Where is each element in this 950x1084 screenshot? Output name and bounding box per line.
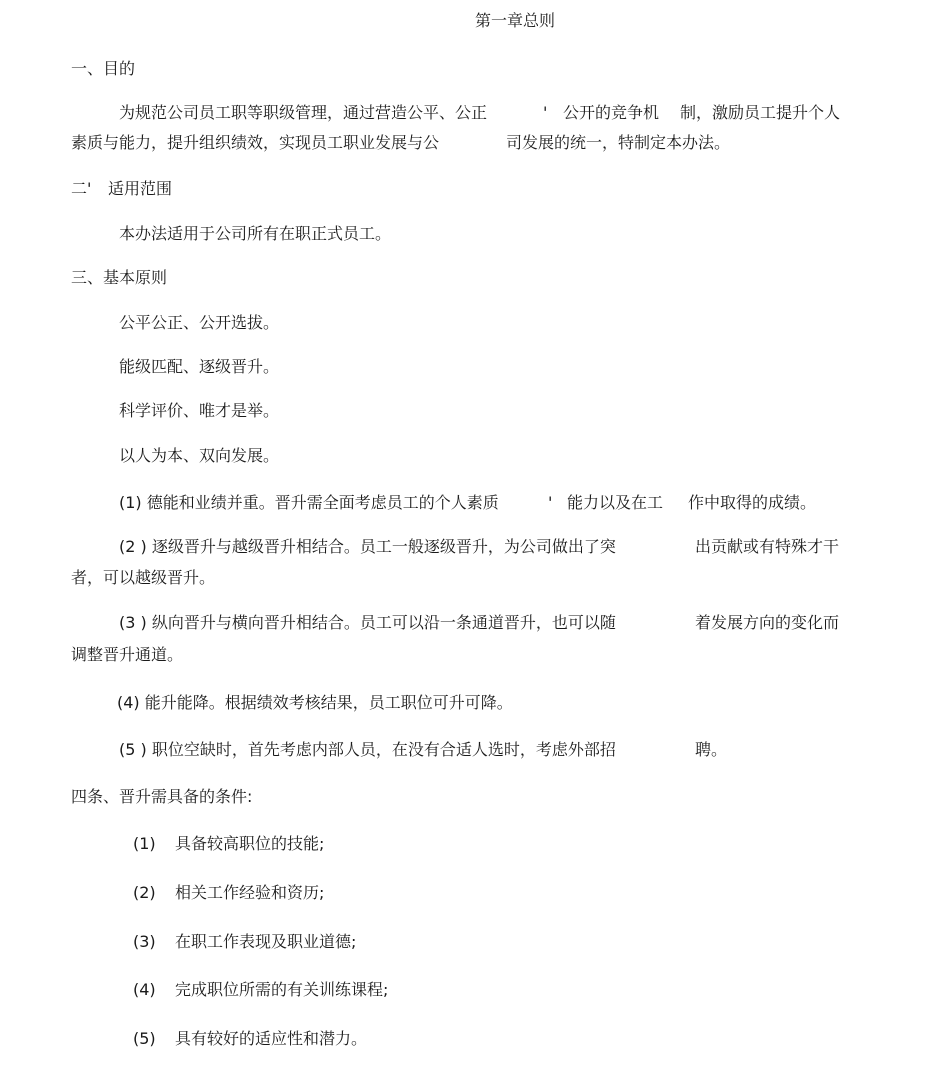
- rule-3-part-c: 调整晋升通道。: [71, 645, 184, 664]
- condition-number: (4): [133, 980, 156, 999]
- rule-5-part-b: 聘。: [695, 740, 728, 759]
- rule-1-part-c: 能力以及在工: [567, 493, 664, 512]
- rule-2-part-a: (2 ) 逐级晋升与越级晋升相结合。员工一般逐级晋升，为公司做出了突: [119, 537, 616, 556]
- condition-number: (3): [133, 932, 156, 951]
- purpose-paragraph-line1c: 公开的竞争机: [563, 103, 660, 122]
- purpose-paragraph-line1d: 制，激励员工提升个人: [680, 103, 841, 122]
- purpose-paragraph-line1a: 为规范公司员工职等职级管理，通过营造公平、公正: [119, 103, 488, 122]
- section-heading-principles: 三、基本原则: [71, 268, 168, 287]
- section-heading-scope-num: 二': [71, 179, 92, 198]
- scope-paragraph: 本办法适用于公司所有在职正式员工。: [119, 224, 392, 243]
- purpose-paragraph-line2a: 素质与能力，提升组织绩效，实现员工职业发展与公: [71, 133, 440, 152]
- section-heading-scope: 适用范围: [108, 179, 173, 198]
- rule-4: (4) 能升能降。根据绩效考核结果，员工职位可升可降。: [117, 693, 513, 712]
- document-title: 第一章总则: [474, 11, 555, 30]
- principle-item: 以人为本、双向发展。: [119, 446, 280, 465]
- condition-text: 具有较好的适应性和潜力。: [175, 1029, 368, 1048]
- principle-item: 科学评价、唯才是举。: [119, 401, 280, 420]
- section-heading-purpose: 一、目的: [71, 59, 136, 78]
- principle-item: 公平公正、公开选拔。: [119, 313, 280, 332]
- condition-text: 在职工作表现及职业道德;: [175, 932, 357, 951]
- condition-number: (1): [133, 834, 156, 853]
- condition-text: 相关工作经验和资历;: [175, 883, 325, 902]
- rule-3-part-b: 着发展方向的变化而: [695, 613, 840, 632]
- rule-1-part-a: (1) 德能和业绩并重。晋升需全面考虑员工的个人素质: [119, 493, 499, 512]
- condition-number: (5): [133, 1029, 156, 1048]
- rule-1-part-d: 作中取得的成绩。: [688, 493, 817, 512]
- condition-text: 具备较高职位的技能;: [175, 834, 325, 853]
- condition-number: (2): [133, 883, 156, 902]
- purpose-paragraph-line2b: 司发展的统一，特制定本办法。: [506, 133, 731, 152]
- rule-2-part-b: 出贡献或有特殊才干: [695, 537, 840, 556]
- rule-2-part-c: 者，可以越级晋升。: [71, 568, 216, 587]
- rule-1-apostrophe: ': [548, 493, 553, 512]
- principle-item: 能级匹配、逐级晋升。: [119, 357, 280, 376]
- purpose-paragraph-apostrophe: ': [543, 103, 548, 122]
- condition-text: 完成职位所需的有关训练课程;: [175, 980, 389, 999]
- rule-3-part-a: (3 ) 纵向晋升与横向晋升相结合。员工可以沿一条通道晋升，也可以随: [119, 613, 616, 632]
- rule-5-part-a: (5 ) 职位空缺时，首先考虑内部人员，在没有合适人选时，考虑外部招: [119, 740, 616, 759]
- section-heading-conditions: 四条、晋升需具备的条件:: [71, 787, 253, 806]
